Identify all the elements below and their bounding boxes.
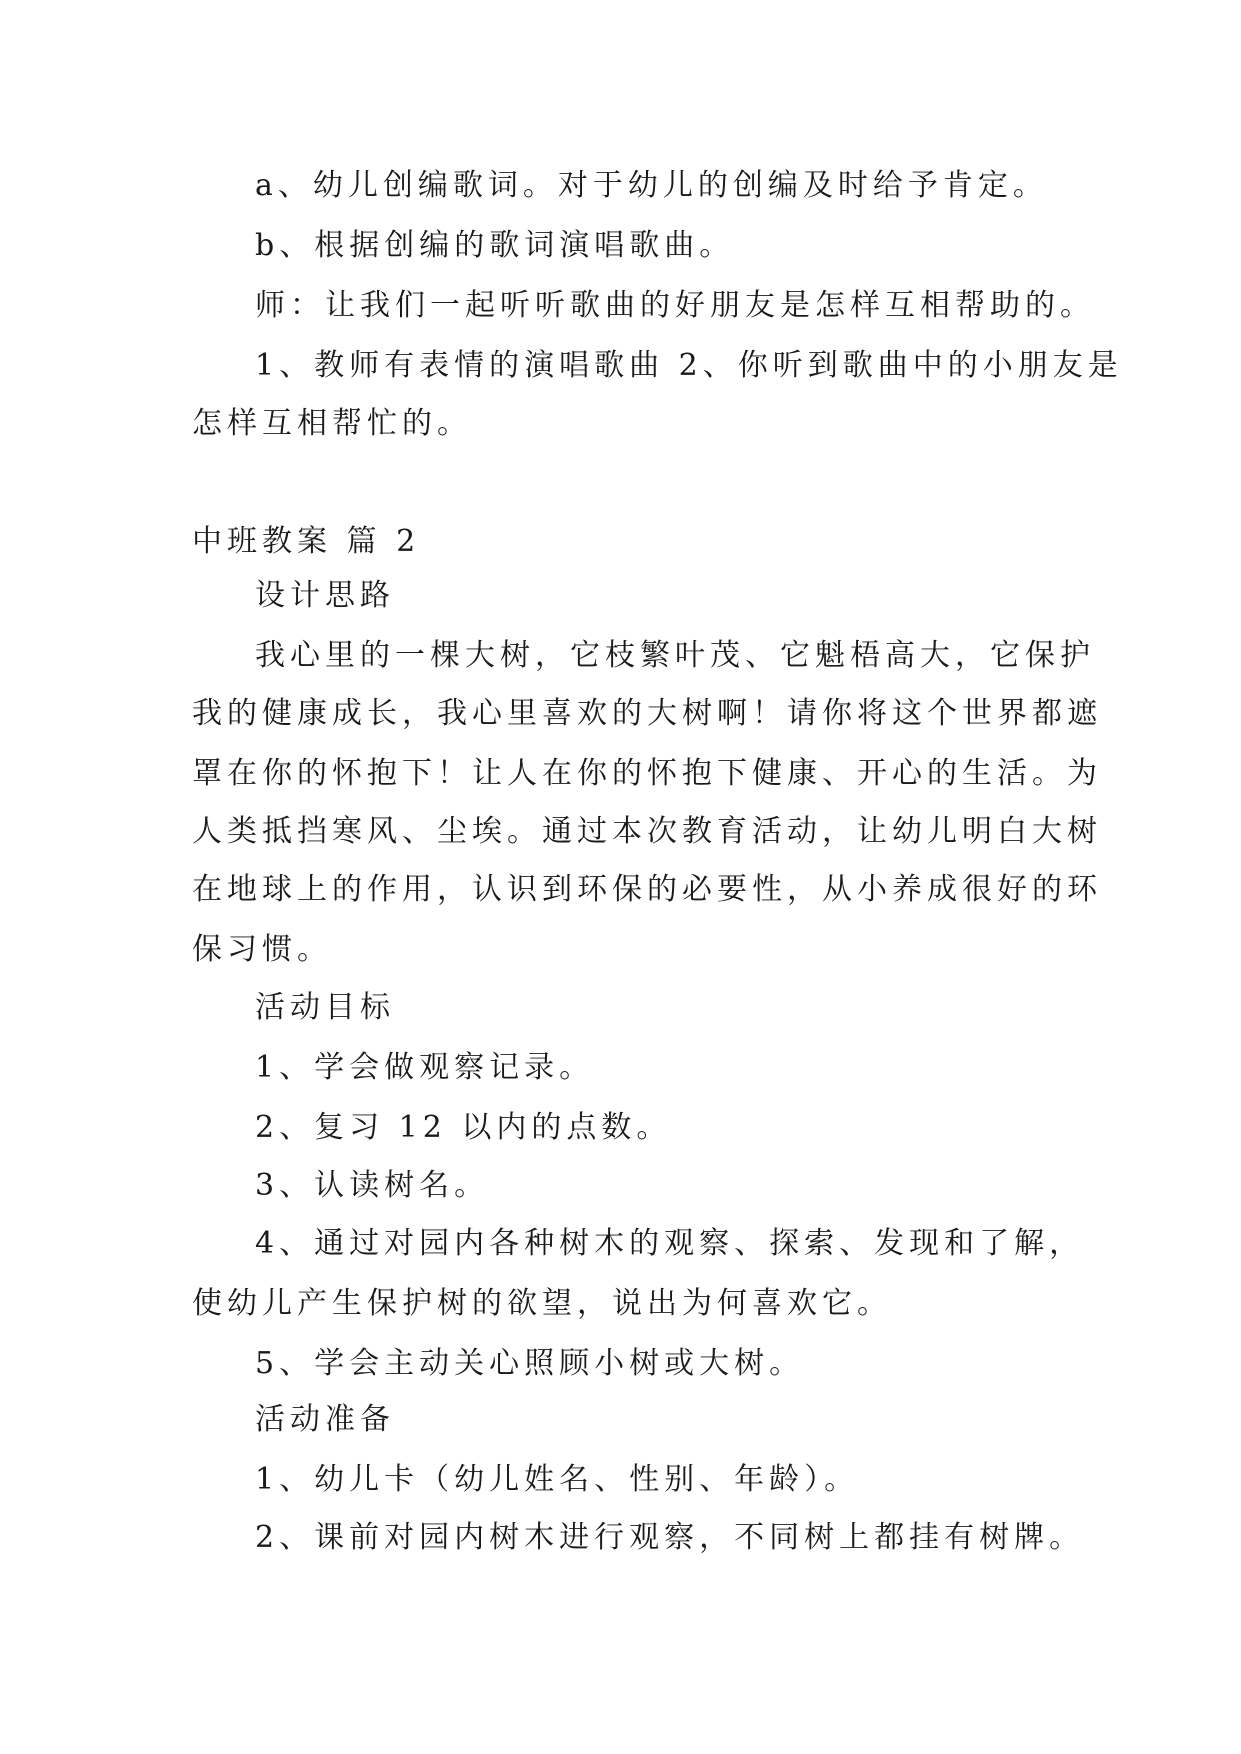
paragraph-line: 1、教师有表情的演唱歌曲 2、你听到歌曲中的小朋友是 (255, 348, 1123, 383)
paragraph-line: 师：让我们一起听听歌曲的好朋友是怎样互相帮助的。 (255, 288, 1095, 323)
list-item: 3、认读树名。 (255, 1168, 490, 1203)
list-item: 1、学会做观察记录。 (255, 1050, 595, 1085)
paragraph-line: 罩在你的怀抱下！让人在你的怀抱下健康、开心的生活。为 (192, 756, 1102, 791)
list-item: 4、通过对园内各种树木的观察、探索、发现和了解， (255, 1226, 1085, 1261)
paragraph-line: 怎样互相帮忙的。 (192, 406, 472, 441)
list-item: 2、课前对园内树木进行观察，不同树上都挂有树牌。 (255, 1520, 1085, 1555)
list-item: 2、复习 12 以内的点数。 (255, 1110, 672, 1145)
subheading-goals: 活动目标 (255, 990, 395, 1025)
list-item: 1、幼儿卡（幼儿姓名、性别、年龄）。 (255, 1462, 860, 1497)
list-item: 5、学会主动关心照顾小树或大树。 (255, 1346, 805, 1381)
paragraph-line: a、幼儿创编歌词。对于幼儿的创编及时给予肯定。 (255, 168, 1048, 203)
paragraph-line: 人类抵挡寒风、尘埃。通过本次教育活动，让幼儿明白大树 (192, 814, 1102, 849)
subheading-preparation: 活动准备 (255, 1402, 395, 1437)
paragraph-line: 保习惯。 (192, 932, 332, 967)
paragraph-line: 在地球上的作用，认识到环保的必要性，从小养成很好的环 (192, 872, 1102, 907)
paragraph-line: b、根据创编的歌词演唱歌曲。 (255, 228, 735, 263)
paragraph-line: 我的健康成长，我心里喜欢的大树啊！请你将这个世界都遮 (192, 696, 1102, 731)
paragraph-line: 我心里的一棵大树，它枝繁叶茂、它魁梧高大，它保护 (255, 638, 1095, 673)
section-heading: 中班教案 篇 2 (192, 524, 421, 559)
list-item-continuation: 使幼儿产生保护树的欲望，说出为何喜欢它。 (192, 1286, 892, 1321)
subheading-design: 设计思路 (255, 578, 395, 613)
